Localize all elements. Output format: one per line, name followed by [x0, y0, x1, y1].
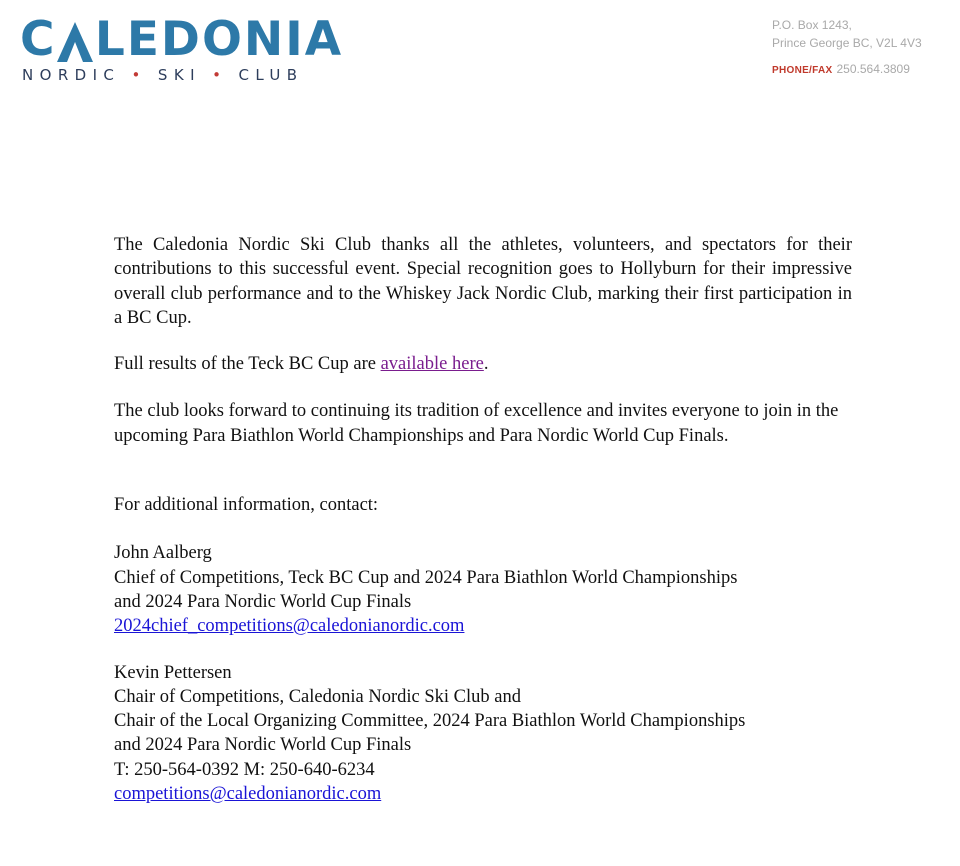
letter-body: [114, 233, 852, 806]
phone-fax-row: [772, 60, 922, 80]
contact-title: and 2024 Para Nordic World Cup Finals: [114, 735, 412, 756]
thanks-paragraph: The Caledonia Nordic Ski Club thanks all the athletes, volunteers, and spectators for their contributions to this successful event. Special recognition goes to Hollyburn for their impressive overall club performance and to the Whiskey Jack Nordic Club, marking their first participation in a BC Cup.: [114, 235, 852, 328]
contact-phones: T: 250-564-0392 M: 250-640-6234: [114, 759, 375, 780]
outlook-paragraph: The club looks forward to continuing its tradition of excellence and invites everyone to join in the upcoming Para Biathlon World Championships and Para Nordic World Cup Finals.: [114, 401, 839, 446]
contact-name: John Aalberg: [114, 543, 212, 564]
contact-name: Kevin Pettersen: [114, 662, 232, 683]
logo-subtitle: NORDIC • SKI • CLUB: [22, 66, 304, 84]
contact-title: and 2024 Para Nordic World Cup Finals: [114, 591, 412, 612]
phone-fax-label: PHONE/FAX: [772, 65, 833, 76]
contact-email-link[interactable]: 2024chief_competitions@caledonianordic.com: [114, 616, 465, 637]
contact-kevin-pettersen: [114, 661, 852, 807]
club-address-block: [772, 16, 922, 80]
phone-fax-number: 250.564.3809: [836, 62, 910, 76]
club-logo: [20, 14, 343, 84]
contact-john-aalberg: [114, 541, 852, 638]
address-line-2: Prince George BC, V2L 4V3: [772, 36, 922, 50]
logo-ski-a-icon: [57, 14, 95, 66]
contact-title: Chair of Competitions, Caledonia Nordic Ski Club and: [114, 686, 521, 707]
results-link[interactable]: available here: [380, 354, 484, 375]
address-line-1: P.O. Box 1243,: [772, 18, 852, 32]
contact-intro: For additional information, contact:: [114, 495, 379, 516]
contact-title: Chief of Competitions, Teck BC Cup and 2024 Para Biathlon World Championships: [114, 567, 738, 588]
logo-wordmark: C LEDONIA: [20, 12, 344, 67]
contact-email-link[interactable]: competitions@caledonianordic.com: [114, 784, 382, 805]
contact-title: Chair of the Local Organizing Committee, 2024 Para Biathlon World Championships: [114, 711, 746, 732]
results-paragraph: Full results of the Teck BC Cup are available here.: [114, 354, 489, 375]
